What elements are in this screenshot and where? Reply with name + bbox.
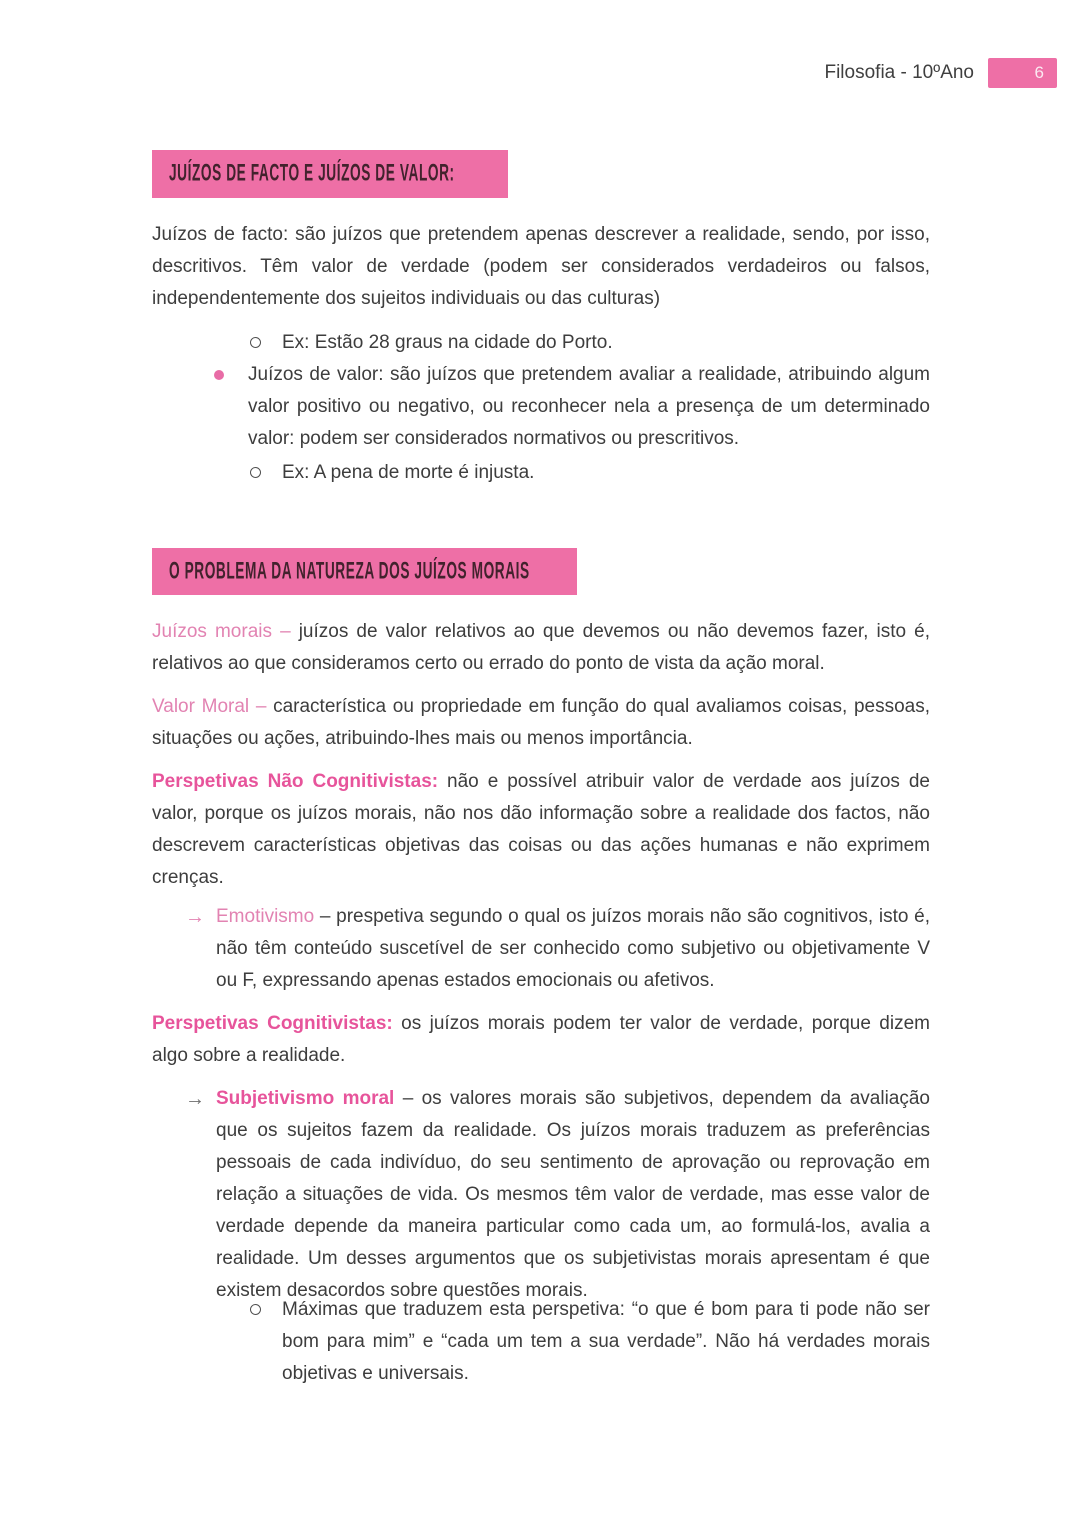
definition-text: – os valores morais são subjetivos, dependem da avaliação que os sujeitos fazem da realidade. Os juízos morais traduzem as preferências pessoais de cada indivíduo, do seu sentimento de aprovação ou reprovação em relação a situações de vida. Os mesmos têm valor de verdade, mas esse valor de verdade depende da maneira particular como cada um, ao formulá-los, avalia a realidade. Um desses argumentos que os subjetivistas morais apresentam é que existem desacordos sobre questões morais.	[216, 1088, 930, 1301]
definition-text: – prespetiva segundo o qual os juízos morais não são cognitivos, isto é, não têm conteúdo suscetível de ser conhecido como subjetivo ou objetivamente V ou F, expressando apenas estados emocionais ou afetivos.	[216, 906, 930, 991]
course-title: Filosofia - 10ºAno	[824, 62, 974, 83]
definition-text: juízos de valor relativos ao que devemos ou não devemos fazer, isto é, relativos ao que consideramos certo ou errado do ponto de vista da ação moral.	[152, 621, 930, 674]
definition-text: característica ou propriedade em função do qual avaliamos coisas, pessoas, situações ou ações, atribuindo-lhes mais ou menos importância.	[152, 696, 931, 749]
arrow-icon: →	[185, 906, 205, 928]
paragraph-moral-value	[152, 691, 930, 755]
section-heading-nature-moral-judgements	[152, 548, 577, 595]
term-cognitivist: Perspetivas Cognitivistas:	[152, 1013, 393, 1034]
section-heading-facts-values	[152, 150, 508, 198]
list-item-text	[216, 901, 930, 997]
term-emotivism: Emotivismo	[216, 906, 315, 927]
list-item-example-porto	[152, 327, 930, 359]
list-item-example-death-penalty	[152, 457, 930, 489]
list-item-text: Ex: A pena de morte é injusta.	[282, 462, 535, 483]
list-item-text: Máximas que traduzem esta perspetiva: “o que é bom para ti pode não ser bom para mim” e “cada um tem a sua verdade”. Não há verdades morais objetivas e universais.	[282, 1299, 930, 1384]
list-item-value-judgements	[152, 359, 930, 455]
term-moral-subjectivism: Subjetivismo moral	[216, 1088, 395, 1109]
definition-text: não e possível atribuir valor de verdade aos juízos de valor, porque os juízos morais, não nos dão informação sobre a realidade dos factos, não descrevem características objetivas das coisas ou das ações humanas e não exprimem crenças.	[152, 771, 930, 888]
list-item-moral-subjectivism	[152, 1083, 930, 1307]
list-item-text: Juízos de valor: são juízos que pretendem avaliar a realidade, atribuindo algum valor positivo ou negativo, ou reconhecer nela a presença de um determinado valor: podem ser considerados normativos ou prescritivos.	[248, 364, 930, 449]
circle-bullet-icon	[250, 1304, 261, 1315]
page-header	[824, 58, 1057, 88]
arrow-icon: →	[185, 1088, 205, 1110]
paragraph-moral-judgements	[152, 616, 930, 680]
list-item-emotivism	[152, 901, 930, 997]
circle-bullet-icon	[250, 337, 261, 348]
circle-bullet-icon	[250, 467, 261, 478]
section-heading-text: JUÍZOS DE FACTO E JUÍZOS DE VALOR:	[169, 159, 455, 187]
paragraph-cognitivist	[152, 1008, 930, 1072]
definition-text: os juízos morais podem ter valor de verdade, porque dizem algo sobre a realidade.	[152, 1013, 930, 1066]
page-number-badge: 6	[988, 58, 1057, 88]
paragraph-non-cognitivist	[152, 766, 930, 894]
term-moral-value: Valor Moral –	[152, 696, 274, 717]
list-item-maxims	[152, 1294, 930, 1390]
section-heading-text: O PROBLEMA DA NATUREZA DOS JUÍZOS MORAIS	[169, 556, 530, 584]
list-item-text: Ex: Estão 28 graus na cidade do Porto.	[282, 332, 613, 353]
term-non-cognitivist: Perspetivas Não Cognitivistas:	[152, 771, 439, 792]
paragraph-factual-judgements: Juízos de facto: são juízos que pretendem apenas descrever a realidade, sendo, por isso, descritivos. Têm valor de verdade (podem ser considerados verdadeiros ou falsos, independentemente dos sujeitos individuais ou das culturas)	[152, 224, 930, 309]
bullet-dot-icon	[214, 370, 224, 380]
term-moral-judgements: Juízos morais –	[152, 621, 299, 642]
list-item-text	[216, 1083, 930, 1307]
